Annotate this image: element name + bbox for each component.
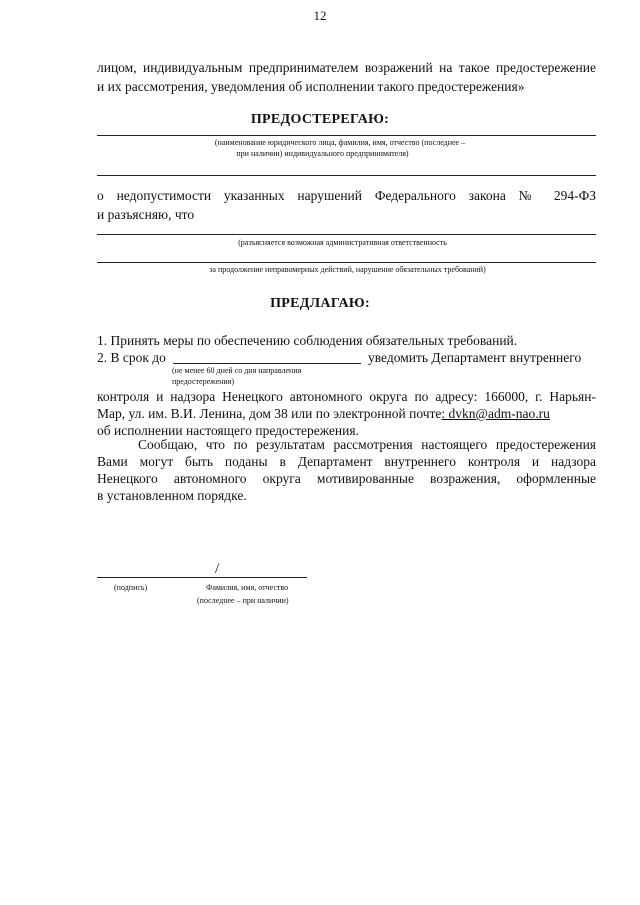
- propose-heading: ПРЕДЛАГАЮ:: [270, 296, 370, 311]
- signature-caption: (подпись): [114, 583, 148, 592]
- entity-blank-line: [97, 135, 596, 136]
- name-caption-2: (последнее – при наличии): [197, 596, 289, 605]
- deadline-caption-1: (не менее 60 дней со дня направления: [172, 366, 302, 375]
- item-2-suffix: уведомить Департамент внутреннего: [368, 350, 582, 365]
- address-line-3: об исполнении настоящего предостережения.: [97, 423, 359, 438]
- deadline-caption-2: предостережения): [172, 377, 235, 386]
- name-caption-1: Фамилия, имя, отчество: [206, 583, 289, 592]
- signature-blank-line: [97, 577, 307, 578]
- report-line-4: в установленном порядке.: [97, 488, 247, 503]
- email-link[interactable]: : dvkn@adm-nao.ru: [441, 406, 550, 421]
- inadmissibility-line-1: о недопустимости указанных нарушений Федерального закона № 294-ФЗ: [97, 188, 596, 203]
- entity-caption-1: (наименование юридического лица, фамилия, имя, отчество (последнее –: [214, 138, 466, 147]
- intro-line-1: лицом, индивидуальным предпринимателем возражений на такое предостережение: [97, 60, 596, 75]
- entity-blank-line-2: [97, 175, 596, 176]
- deadline-blank-line: [173, 363, 361, 364]
- item-1: 1. Принять меры по обеспечению соблюдения обязательных требований.: [97, 333, 518, 348]
- warn-heading: ПРЕДОСТЕРЕГАЮ:: [250, 112, 390, 127]
- entity-caption-2: при наличии) индивидуального предпринимателя): [236, 149, 409, 158]
- inadmissibility-line-2: и разъясняю, что: [97, 207, 195, 222]
- report-line-3: Ненецкого автономного округа мотивированные возражения, оформленные: [97, 471, 596, 486]
- liability-caption: (разъясняется возможная административная ответственность: [238, 238, 447, 247]
- liability-blank-line: [97, 234, 596, 235]
- item-2-prefix: 2. В срок до: [97, 350, 166, 365]
- address-line-2: [97, 406, 550, 422]
- report-line-1: Сообщаю, что по результатам рассмотрения настоящего предостережения: [138, 437, 596, 452]
- intro-line-2: и их рассмотрения, уведомления об исполнении такого предостережения»: [97, 79, 525, 94]
- signature-slash: /: [215, 561, 220, 577]
- report-line-2: Вами могут быть поданы в Департамент внутреннего контроля и надзора: [97, 454, 596, 469]
- address-line-1: контроля и надзора Ненецкого автономного округа по адресу: 166000, г. Нарьян-: [97, 389, 596, 404]
- continuation-caption: за продолжение неправомерных действий, нарушение обязательных требований): [209, 265, 486, 274]
- page-number: 12: [313, 8, 327, 23]
- continuation-blank-line: [97, 262, 596, 263]
- address-line-2-text: Мар, ул. им. В.И. Ленина, дом 38 или по электронной почте: [97, 406, 442, 421]
